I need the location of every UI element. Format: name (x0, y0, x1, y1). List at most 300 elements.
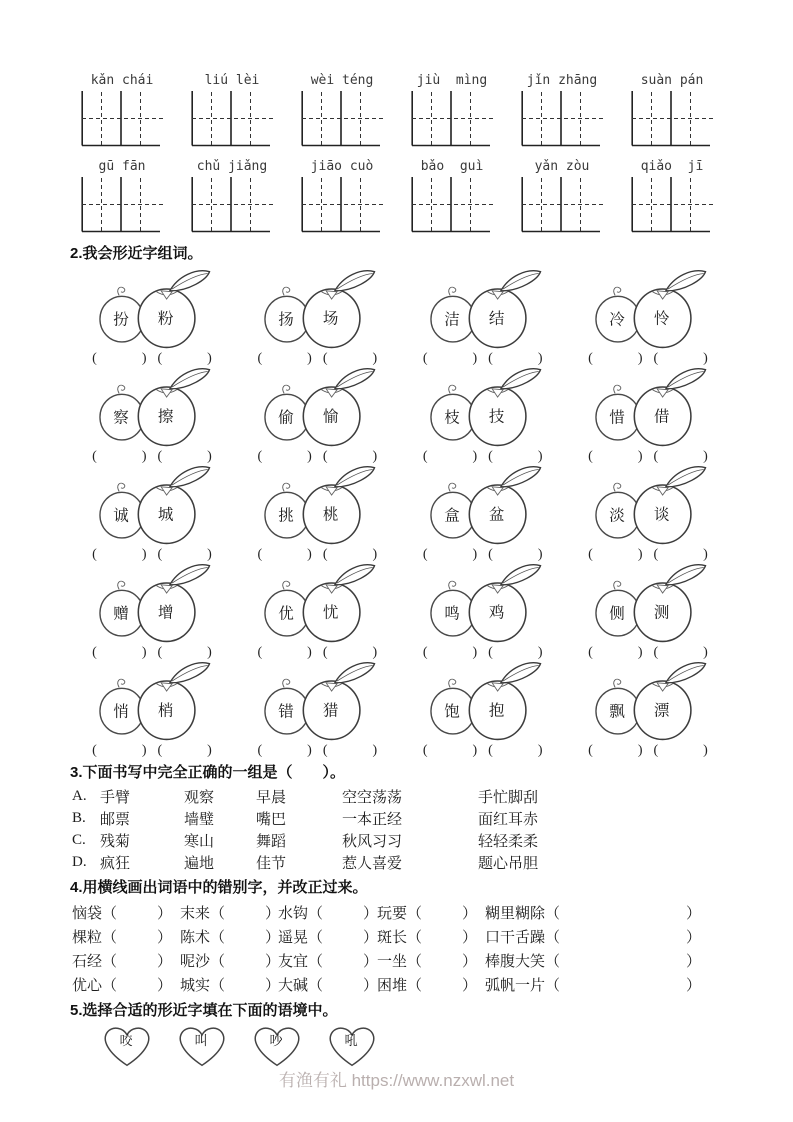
paren-close: ) (537, 743, 543, 758)
apple-pair-cell (407, 562, 559, 660)
answer-parens (92, 450, 212, 464)
apple-pair-cell (407, 660, 559, 758)
paren-close: ) (141, 645, 147, 660)
apple-row (76, 562, 724, 660)
paren-close: ) (537, 351, 543, 366)
apple-right-char: 技 (488, 408, 505, 426)
pinyin-label: wèi téng (310, 73, 374, 88)
pinyin-label: jiù mìng (416, 73, 488, 88)
paren-close: ) (703, 547, 708, 562)
paren-close: ） (686, 929, 702, 946)
paren-open: （ (102, 905, 118, 922)
paren-open: （ (308, 953, 324, 970)
answer-parens (257, 548, 377, 562)
answer-parens (423, 352, 543, 366)
apple-left-char: 挑 (278, 507, 295, 525)
paren-open: ( (322, 449, 328, 464)
heart-graphic (323, 1023, 381, 1069)
answer-parens (588, 450, 708, 464)
paren-close: ) (472, 449, 478, 464)
paren-open: ( (157, 547, 163, 562)
paren-open: （ (102, 953, 118, 970)
apple-pair-cell (241, 268, 393, 366)
heart-graphic (248, 1023, 306, 1069)
paren-close: ） (265, 977, 281, 994)
option-word: 舞蹈 (256, 833, 287, 850)
apple-pair-cell (241, 562, 393, 660)
answer-parens (423, 744, 543, 758)
error-word: 水钩 (278, 905, 309, 922)
pinyin-cell (292, 158, 392, 233)
paren-close: ) (207, 743, 212, 758)
apple-right-char: 谈 (653, 506, 670, 524)
apple-left-char: 侧 (609, 605, 625, 623)
apple-right-char: 梢 (157, 702, 174, 720)
paren-close: ) (207, 449, 212, 464)
paren-open: ( (422, 351, 428, 366)
paren-close: ) (307, 645, 312, 660)
paren-close: ) (703, 351, 708, 366)
paren-close: ) (207, 645, 212, 660)
error-word-cell (485, 926, 793, 947)
paren-close: ) (637, 547, 643, 562)
writing-grid (631, 91, 713, 147)
paren-open: ( (653, 547, 659, 562)
paren-open: ( (422, 449, 428, 464)
error-word-cell (180, 902, 281, 923)
apple-right-char: 测 (653, 604, 670, 622)
apple-left-char: 诚 (113, 507, 129, 525)
heart-char: 咬 (119, 1034, 133, 1049)
paren-open: （ (407, 977, 423, 994)
answer-parens (92, 646, 212, 660)
paren-open: （ (210, 905, 226, 922)
error-word: 棒腹大笑 (485, 953, 546, 970)
paren-open: （ (102, 977, 118, 994)
pinyin-label: kǎn chái (90, 73, 154, 88)
option-word: 寒山 (184, 833, 215, 850)
apple-pair-graphic (91, 464, 213, 548)
paren-open: ( (92, 743, 97, 758)
apple-left-char: 枝 (443, 409, 460, 427)
hearts-row (98, 1023, 793, 1069)
apple-pair-cell (407, 268, 559, 366)
answer-parens (423, 450, 543, 464)
apple-row (76, 464, 724, 562)
paren-close: ) (307, 449, 312, 464)
apple-pair-graphic (422, 562, 544, 646)
paren-open: （ (545, 905, 561, 922)
paren-open: ( (488, 351, 493, 366)
answer-parens (257, 352, 377, 366)
error-word-row (72, 972, 793, 996)
apple-pair-cell (407, 464, 559, 562)
apple-left-char: 洁 (443, 311, 460, 329)
paren-close: ） (363, 953, 379, 970)
option-word: 轻轻柔柔 (478, 833, 539, 850)
error-word-cell (485, 902, 793, 923)
error-word-cell (180, 950, 281, 971)
paren-close: ) (141, 743, 147, 758)
option-label: C. (72, 831, 86, 848)
pinyin-section (0, 72, 793, 233)
error-word: 城实 (180, 977, 211, 994)
paren-open: ( (157, 449, 163, 464)
paren-close: ) (703, 449, 708, 464)
pinyin-label: chǔ jiǎng (196, 159, 268, 174)
paren-open: ( (653, 351, 659, 366)
apple-pair-graphic (587, 562, 709, 646)
paren-close: ) (141, 351, 147, 366)
error-word-row (72, 900, 793, 924)
apple-pair-graphic (422, 268, 544, 352)
apple-right-char: 怜 (653, 310, 670, 328)
error-word: 友宜 (278, 953, 309, 970)
paren-close: ） (686, 905, 702, 922)
section2-heading: 2.我会形近字组词。 (70, 245, 203, 262)
option-row (72, 785, 793, 807)
apple-right-char: 场 (323, 310, 339, 328)
error-word-cell (377, 926, 485, 947)
pinyin-label: suàn pán (640, 73, 704, 88)
option-row (72, 829, 793, 851)
writing-grid (521, 177, 603, 233)
pinyin-label: jiāo cuò (310, 159, 374, 174)
paren-close: ) (372, 743, 378, 758)
paren-close: ） (363, 905, 379, 922)
paren-close: ） (265, 905, 281, 922)
paren-open: （ (102, 929, 118, 946)
writing-grid (411, 91, 493, 147)
option-word: 早晨 (256, 789, 287, 806)
apple-right-char: 桃 (323, 506, 339, 524)
error-word: 恼袋 (72, 905, 103, 922)
section4-heading: 4.用横线画出词语中的错别字，并改正过来。 (70, 879, 368, 896)
apple-pair-graphic (587, 268, 709, 352)
error-word: 优心 (72, 977, 103, 994)
paren-open: ( (422, 645, 428, 660)
writing-grid (301, 91, 383, 147)
paren-open: ( (488, 743, 493, 758)
error-word: 遥晃 (278, 929, 309, 946)
option-word: 一本正经 (342, 811, 403, 828)
error-word-cell (72, 974, 180, 995)
paren-close: ） (462, 929, 478, 946)
apple-left-char: 扮 (113, 311, 129, 329)
paren-open: ( (488, 645, 493, 660)
apple-right-char: 忧 (323, 604, 339, 622)
paren-close: ） (462, 905, 478, 922)
apple-pair-cell (572, 562, 724, 660)
pinyin-cell (72, 72, 172, 147)
option-word: 墙璧 (184, 811, 215, 828)
paren-open: ( (157, 351, 163, 366)
heart-graphic (173, 1023, 231, 1069)
error-word-cell (278, 974, 377, 995)
error-word-cell (72, 926, 180, 947)
apple-left-char: 惜 (609, 409, 625, 427)
apple-pair-cell (241, 464, 393, 562)
paren-close: ) (472, 351, 478, 366)
paren-open: （ (545, 929, 561, 946)
error-word: 石经 (72, 953, 103, 970)
paren-open: ( (92, 351, 97, 366)
apple-right-char: 擦 (157, 408, 174, 426)
option-label: B. (72, 809, 86, 826)
apple-right-char: 结 (488, 310, 505, 328)
error-word: 弧帆一片 (485, 977, 546, 994)
pinyin-label: jǐn zhāng (526, 73, 598, 88)
apple-pair-graphic (256, 660, 378, 744)
paren-close: ） (265, 929, 281, 946)
pinyin-cell (182, 158, 282, 233)
paren-open: ( (488, 449, 493, 464)
paren-close: ) (637, 351, 643, 366)
paren-open: （ (308, 929, 324, 946)
paren-open: ( (92, 449, 97, 464)
paren-close: ) (537, 645, 543, 660)
paren-close: ） (686, 977, 702, 994)
apple-pair-graphic (422, 660, 544, 744)
paren-close: ） (363, 929, 379, 946)
apple-left-char: 扬 (278, 311, 295, 329)
writing-grid (81, 91, 163, 147)
error-word: 斑长 (377, 929, 408, 946)
paren-close: ) (372, 449, 378, 464)
apple-left-char: 察 (113, 409, 129, 427)
paren-open: （ (308, 977, 324, 994)
apple-right-char: 漂 (653, 702, 670, 720)
paren-open: （ (210, 953, 226, 970)
paren-close: ） (157, 953, 173, 970)
paren-close: ） (462, 953, 478, 970)
paren-open: ( (92, 547, 97, 562)
pinyin-label: liú lèi (204, 73, 260, 88)
apple-row (76, 268, 724, 366)
paren-close: ） (462, 977, 478, 994)
apple-pair-graphic (256, 562, 378, 646)
option-word: 面红耳赤 (478, 811, 539, 828)
apple-pair-cell (241, 366, 393, 464)
paren-open: ( (322, 547, 328, 562)
apple-pair-graphic (587, 366, 709, 450)
error-word-cell (485, 974, 793, 995)
apple-left-char: 悄 (113, 703, 129, 721)
apple-right-char: 愉 (323, 408, 339, 426)
apple-right-char: 增 (157, 604, 174, 622)
apple-left-char: 飘 (609, 703, 625, 721)
paren-close: ) (372, 645, 378, 660)
apple-left-char: 赠 (113, 605, 129, 623)
apple-row (76, 660, 724, 758)
paren-open: ( (257, 351, 263, 366)
error-word-cell (72, 950, 180, 971)
error-word: 大碱 (278, 977, 309, 994)
paren-close: ) (307, 743, 312, 758)
paren-close: ) (141, 547, 147, 562)
apple-left-char: 淡 (609, 507, 625, 525)
paren-close: ） (157, 977, 173, 994)
error-word: 一坐 (377, 953, 408, 970)
pinyin-label: gū fān (98, 159, 146, 174)
paren-close: ) (372, 547, 378, 562)
writing-grid (191, 91, 273, 147)
writing-grid (301, 177, 383, 233)
pinyin-row (72, 158, 722, 233)
paren-close: ) (307, 547, 312, 562)
paren-close: ） (157, 905, 173, 922)
paren-open: ( (653, 449, 659, 464)
error-word: 呢沙 (180, 953, 211, 970)
paren-open: ( (322, 645, 328, 660)
apple-right-char: 城 (157, 506, 174, 524)
apple-pair-cell (76, 268, 228, 366)
error-word-cell (180, 926, 281, 947)
paren-close: ) (472, 743, 478, 758)
paren-close: ） (265, 953, 281, 970)
answer-parens (257, 450, 377, 464)
paren-open: （ (545, 977, 561, 994)
paren-open: ( (588, 449, 593, 464)
answer-parens (257, 744, 377, 758)
paren-close: ) (637, 449, 643, 464)
option-word: 秋风习习 (342, 833, 403, 850)
answer-parens (92, 352, 212, 366)
answer-parens (423, 548, 543, 562)
writing-grid (191, 177, 273, 233)
section3-heading: 3.下面书写中完全正确的一组是（ ）。 (70, 764, 346, 781)
writing-grid (81, 177, 163, 233)
error-word: 糊里糊除 (485, 905, 546, 922)
apple-pair-graphic (422, 366, 544, 450)
pinyin-cell (512, 158, 612, 233)
option-word: 佳节 (256, 855, 287, 872)
option-word: 观察 (184, 789, 215, 806)
option-row (72, 851, 793, 873)
paren-close: ) (141, 449, 147, 464)
heart-char: 吵 (269, 1034, 283, 1049)
error-word: 玩要 (377, 905, 408, 922)
paren-open: ( (257, 743, 263, 758)
paren-open: （ (407, 929, 423, 946)
error-word: 陈术 (180, 929, 211, 946)
option-word: 疯狂 (100, 855, 131, 872)
pinyin-cell (182, 72, 282, 147)
apple-pair-graphic (91, 660, 213, 744)
paren-open: ( (322, 351, 328, 366)
answer-parens (588, 548, 708, 562)
paren-close: ） (686, 953, 702, 970)
paren-open: （ (545, 953, 561, 970)
error-word: 困堆 (377, 977, 408, 994)
paren-close: ） (363, 977, 379, 994)
option-row (72, 807, 793, 829)
error-word: 口干舌躁 (485, 929, 546, 946)
option-word: 邮票 (100, 811, 131, 828)
pinyin-cell (402, 158, 502, 233)
apple-pair-graphic (256, 268, 378, 352)
apple-pair-graphic (91, 562, 213, 646)
paren-open: ( (422, 547, 428, 562)
apple-pair-cell (407, 366, 559, 464)
option-word: 题心吊胆 (478, 855, 539, 872)
paren-open: ( (588, 743, 593, 758)
error-word-cell (180, 974, 281, 995)
paren-open: ( (157, 645, 163, 660)
writing-grid (411, 177, 493, 233)
apple-pair-graphic (91, 366, 213, 450)
apple-pair-graphic (587, 660, 709, 744)
paren-open: ( (92, 645, 97, 660)
apple-pair-graphic (587, 464, 709, 548)
answer-parens (588, 646, 708, 660)
error-word-cell (377, 974, 485, 995)
option-word: 手臂 (100, 789, 131, 806)
apple-left-char: 冷 (609, 311, 625, 329)
paren-open: ( (588, 547, 593, 562)
paren-open: （ (407, 953, 423, 970)
error-word-cell (72, 902, 180, 923)
apple-right-char: 鸡 (488, 604, 505, 622)
paren-close: ) (703, 645, 708, 660)
paren-open: ( (653, 743, 659, 758)
pinyin-cell (402, 72, 502, 147)
heart-char: 吼 (344, 1034, 358, 1049)
apple-right-char: 抱 (488, 702, 505, 720)
error-word-cell (377, 950, 485, 971)
paren-open: ( (322, 743, 328, 758)
apple-pair-cell (572, 464, 724, 562)
paren-open: ( (653, 645, 659, 660)
apple-pair-cell (76, 464, 228, 562)
paren-open: （ (308, 905, 324, 922)
apple-left-char: 鸣 (443, 605, 460, 623)
paren-close: ) (637, 743, 643, 758)
page-footer: 有渔有礼 https://www.nzxwl.net (278, 1071, 515, 1090)
option-word: 惹人喜爱 (342, 855, 403, 872)
paren-close: ） (157, 929, 173, 946)
paren-close: ) (703, 743, 708, 758)
paren-close: ) (207, 547, 212, 562)
apple-pair-cell (572, 366, 724, 464)
paren-open: （ (210, 929, 226, 946)
option-word: 空空荡荡 (342, 789, 403, 806)
pinyin-label: bǎo guì (420, 159, 484, 174)
option-word: 残菊 (100, 833, 131, 850)
paren-close: ) (307, 351, 312, 366)
apple-pair-graphic (256, 366, 378, 450)
paren-open: ( (588, 351, 593, 366)
paren-open: ( (157, 743, 163, 758)
heart-char: 叫 (194, 1034, 208, 1049)
pinyin-label: qiǎo jī (640, 159, 704, 174)
option-label: D. (72, 853, 87, 870)
paren-open: ( (422, 743, 428, 758)
paren-close: ) (472, 645, 478, 660)
error-word-row (72, 948, 793, 972)
apple-left-char: 偷 (278, 409, 295, 427)
paren-open: ( (257, 449, 263, 464)
paren-close: ) (207, 351, 212, 366)
apple-left-char: 优 (278, 605, 295, 623)
apple-left-char: 盒 (443, 507, 460, 525)
error-word-cell (278, 926, 377, 947)
apple-pair-cell (76, 366, 228, 464)
apple-row (76, 366, 724, 464)
paren-open: ( (257, 547, 263, 562)
apple-pair-cell (76, 660, 228, 758)
error-word-cell (377, 902, 485, 923)
